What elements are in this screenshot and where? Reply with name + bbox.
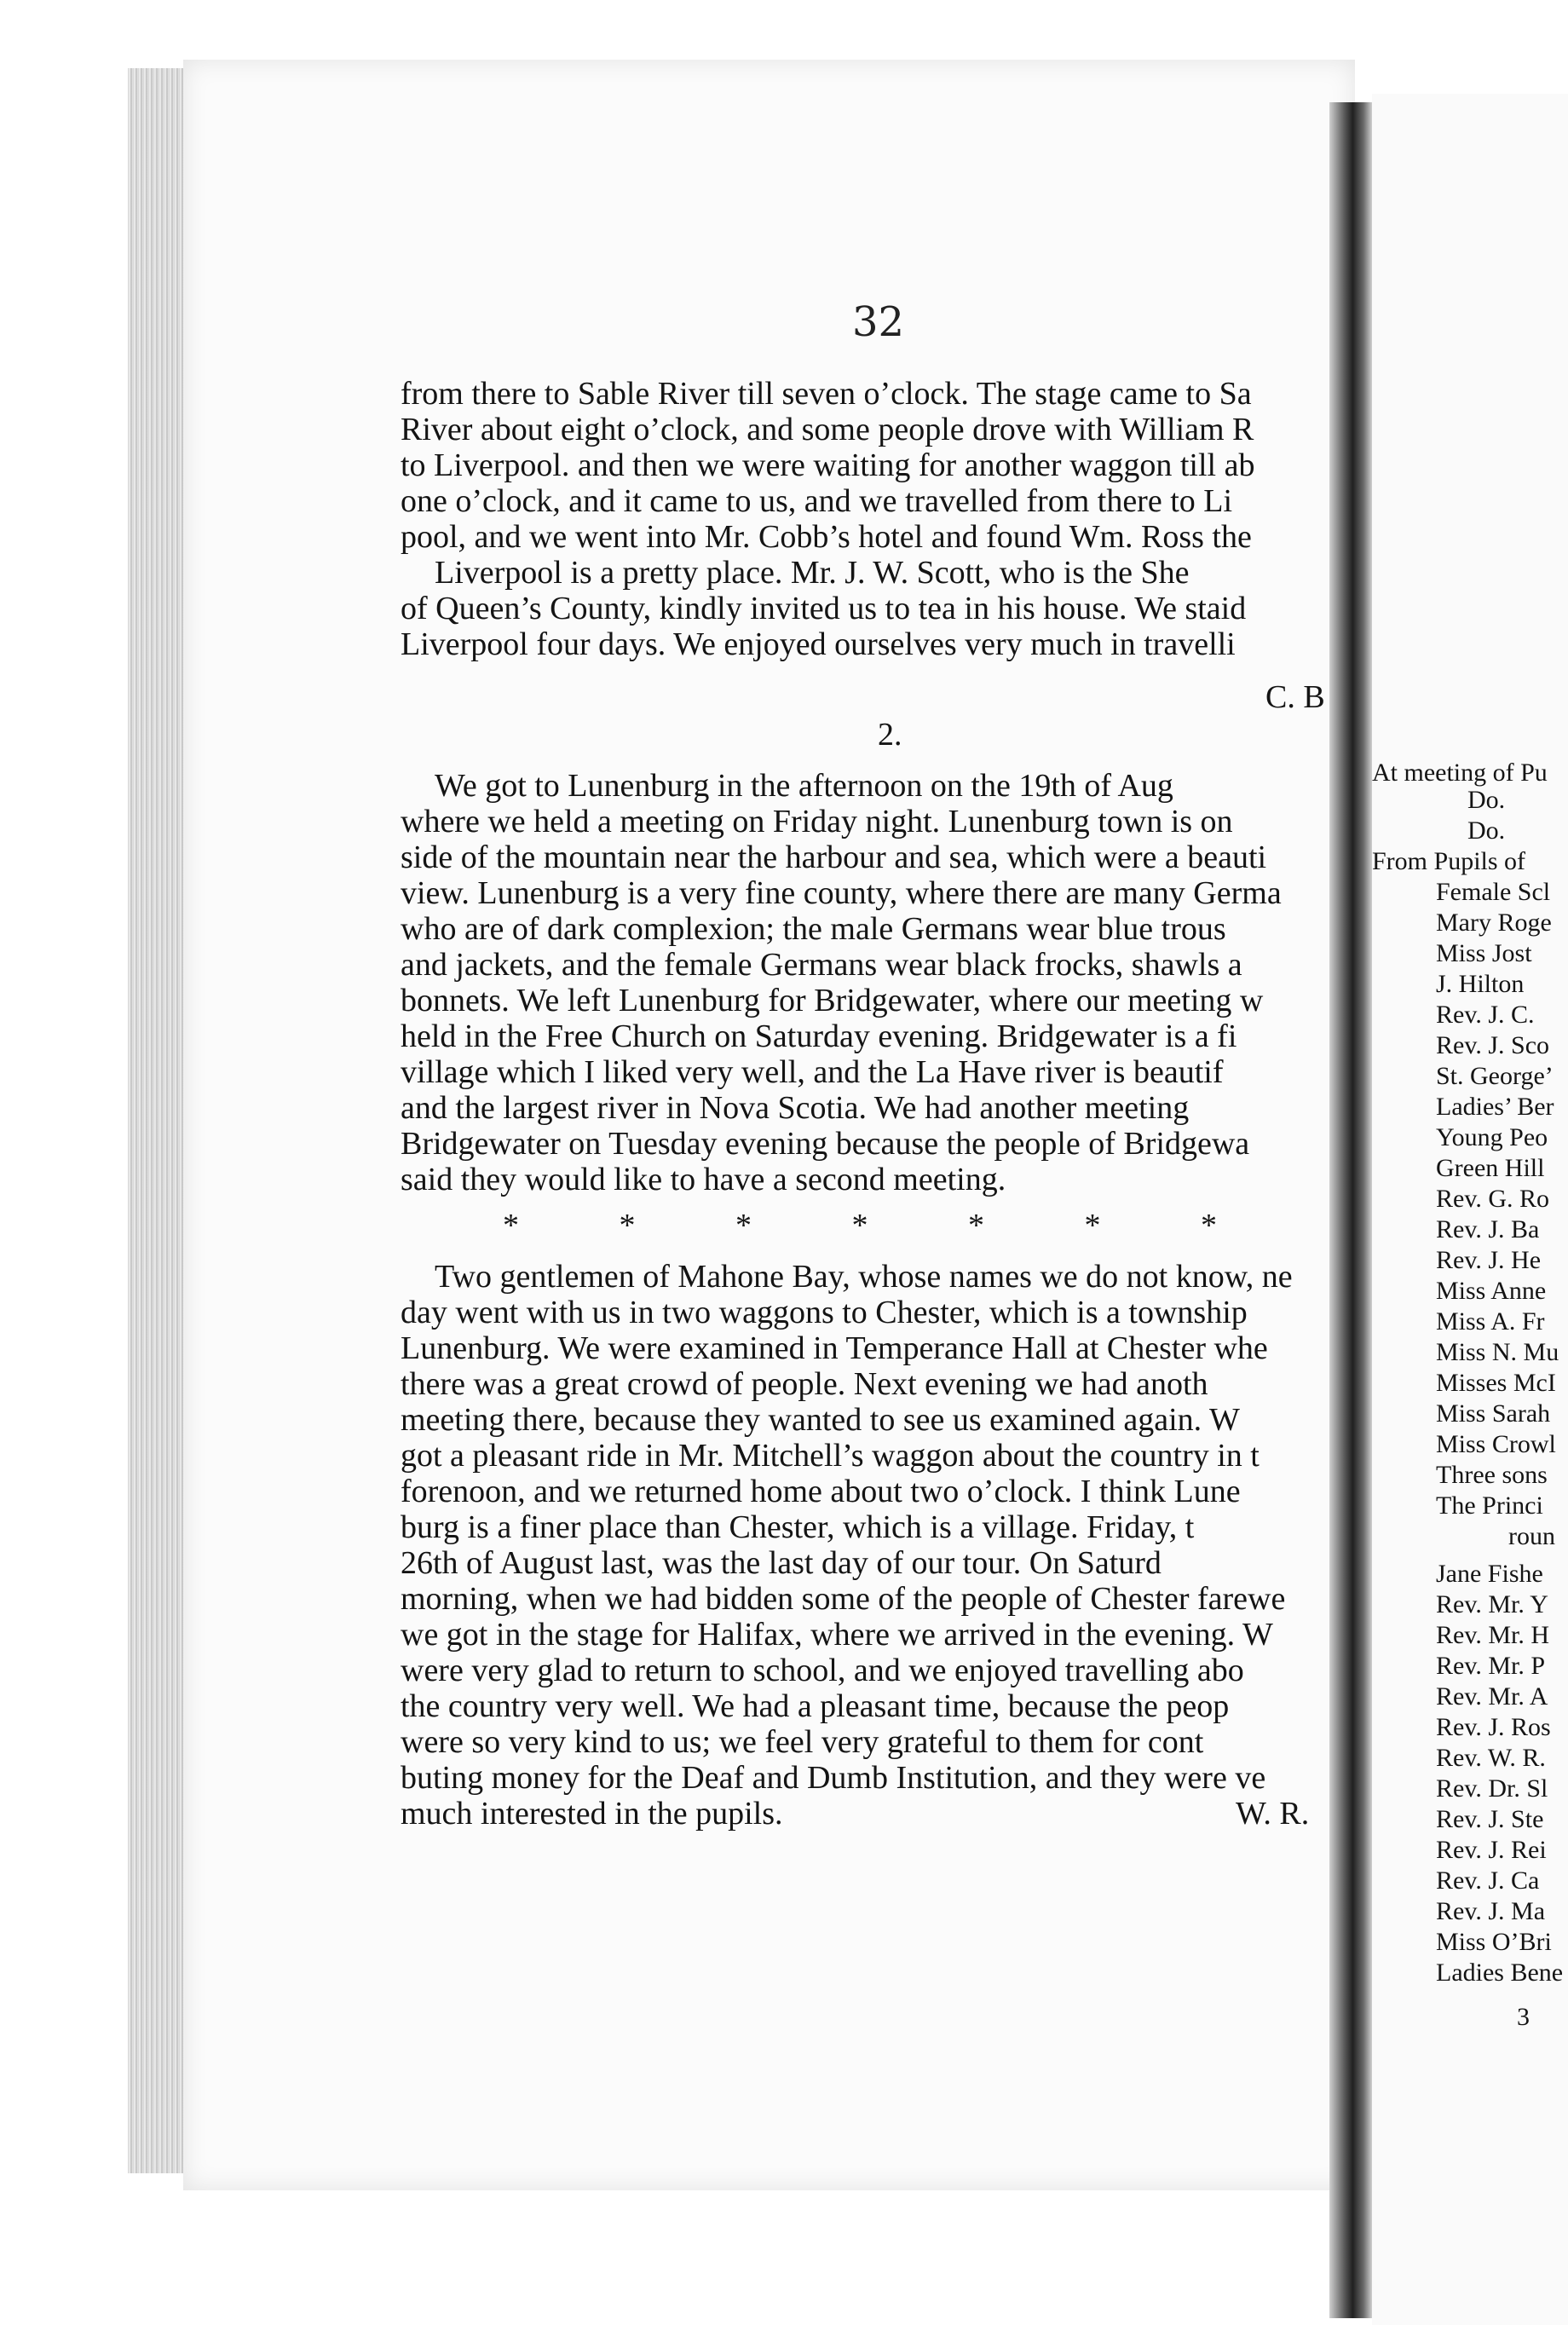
list-item: Rev. Mr. P [1436, 1652, 1546, 1680]
text-line: forenoon, and we returned home about two o’clock. I think Lune [401, 1474, 1241, 1509]
list-item: Rev. J. He [1436, 1246, 1542, 1274]
text-line: were so very kind to us; we feel very grateful to them for cont [401, 1724, 1204, 1760]
list-item: Miss A. Fr [1436, 1307, 1545, 1336]
list-item: Rev. J. Ros [1436, 1713, 1551, 1741]
text-line: to Liverpool. and then we were waiting for another waggon till ab [401, 447, 1255, 483]
list-item: Rev. J. Ca [1436, 1866, 1540, 1895]
body-text [401, 375, 1338, 2045]
text-line: River about eight o’clock, and some people drove with William R [401, 412, 1254, 447]
list-item: Rev. Dr. Sl [1436, 1774, 1548, 1803]
signature: W. R. [1236, 1796, 1310, 1832]
list-item: Miss Anne [1436, 1277, 1547, 1305]
list-item: Rev. J. Ste [1436, 1805, 1544, 1833]
list-item: Miss Sarah [1436, 1399, 1551, 1428]
text-line: and jackets, and the female Germans wear black frocks, shawls a [401, 947, 1242, 983]
text-line: Liverpool is a pretty place. Mr. J. W. Scott, who is the She [435, 555, 1190, 591]
text-line: much interested in the pupils. [401, 1796, 783, 1832]
text-line: pool, and we went into Mr. Cobb’s hotel and found Wm. Ross the [401, 519, 1252, 555]
text-line: 26th of August last, was the last day of our tour. On Saturd [401, 1545, 1162, 1581]
list-item: Ladies Bene [1436, 1959, 1564, 1987]
text-line: Two gentlemen of Mahone Bay, whose names we do not know, ne [435, 1259, 1293, 1295]
list-item: Miss Crowl [1436, 1430, 1556, 1458]
list-item: From Pupils of [1372, 847, 1526, 875]
list-item: Jane Fishe [1436, 1560, 1543, 1588]
list-item: Miss N. Mu [1436, 1338, 1559, 1366]
text-line: Bridgewater on Tuesday evening because the people of Bridgewa [401, 1126, 1250, 1162]
text-line: day went with us in two waggons to Chester, which is a township [401, 1295, 1248, 1330]
text-line: side of the mountain near the harbour and sea, which were a beauti [401, 839, 1267, 875]
text-line: and the largest river in Nova Scotia. We had another meeting [401, 1090, 1190, 1126]
list-item: Rev. Mr. Y [1436, 1590, 1548, 1618]
text-line: We got to Lunenburg in the afternoon on the 19th of Aug [435, 768, 1173, 804]
text-line: got a pleasant ride in Mr. Mitchell’s waggon about the country in t [401, 1438, 1260, 1474]
text-line: Lunenburg. We were examined in Temperance Hall at Chester whe [401, 1330, 1268, 1366]
text-line: from there to Sable River till seven o’clock. The stage came to Sa [401, 376, 1252, 412]
list-item: 3 [1517, 2003, 1530, 2031]
page-edges [128, 68, 187, 2173]
list-item: Rev. G. Ro [1436, 1185, 1550, 1213]
text-line: of Queen’s County, kindly invited us to tea in his house. We staid [401, 591, 1247, 626]
text-line: one o’clock, and it came to us, and we travelled from there to Li [401, 483, 1233, 519]
facing-page-list [1372, 94, 1568, 2325]
list-item: Miss Jost [1436, 939, 1532, 967]
list-item: St. George’ [1436, 1062, 1554, 1090]
list-item: Do. [1467, 816, 1506, 845]
list-item: Rev. Mr. H [1436, 1621, 1550, 1649]
list-item: roun [1508, 1522, 1555, 1550]
list-item: At meeting of Pu [1372, 759, 1548, 787]
list-item: Female Scl [1436, 878, 1551, 906]
text-line: morning, when we had bidden some of the people of Chester farewe [401, 1581, 1286, 1617]
page-number: 32 [852, 298, 905, 346]
facing-page [1372, 94, 1568, 2325]
list-item: Rev. J. Ma [1436, 1897, 1546, 1925]
list-item: Ladies’ Ber [1436, 1093, 1554, 1121]
list-item: Rev. W. R. [1436, 1744, 1546, 1772]
list-item: Rev. J. Sco [1436, 1031, 1550, 1059]
text-line: village which I liked very well, and the La Have river is beautif [401, 1054, 1224, 1090]
text-line: the country very well. We had a pleasant time, because the peop [401, 1688, 1230, 1724]
text-line: we got in the stage for Halifax, where we arrived in the evening. W [401, 1617, 1273, 1653]
list-item: Rev. Mr. A [1436, 1682, 1548, 1711]
list-item: Green Hill [1436, 1154, 1545, 1182]
text-line: bonnets. We left Lunenburg for Bridgewater, where our meeting w [401, 983, 1264, 1018]
text-line: said they would like to have a second meeting. [401, 1162, 1006, 1197]
text-line: view. Lunenburg is a very fine county, where there are many Germa [401, 875, 1282, 911]
text-line: buting money for the Deaf and Dumb Institution, and they were ve [401, 1760, 1266, 1796]
section-heading: 2. [878, 717, 902, 753]
list-item: Rev. J. Ba [1436, 1215, 1540, 1243]
text-line: meeting there, because they wanted to see us examined again. W [401, 1402, 1240, 1438]
signature: C. B [1265, 679, 1325, 715]
section-divider-stars: * * * * * * * [503, 1208, 1217, 1243]
list-item: Miss O’Bri [1436, 1928, 1552, 1956]
text-line: where we held a meeting on Friday night. Lunenburg town is on [401, 804, 1233, 839]
book-gutter [1329, 102, 1372, 2318]
list-item: J. Hilton [1436, 970, 1525, 998]
list-item: Misses McI [1436, 1369, 1556, 1397]
text-line: Liverpool four days. We enjoyed ourselves very much in travelli [401, 626, 1236, 662]
list-item: Do. [1467, 786, 1506, 814]
list-item: Rev. J. C. [1436, 1001, 1535, 1029]
text-line: were very glad to return to school, and we enjoyed travelling abo [401, 1653, 1244, 1688]
text-line: held in the Free Church on Saturday evening. Bridgewater is a fi [401, 1018, 1237, 1054]
text-line: there was a great crowd of people. Next evening we had anoth [401, 1366, 1208, 1402]
list-item: Mary Roge [1436, 909, 1552, 937]
list-item: The Princi [1436, 1491, 1543, 1520]
text-line: who are of dark complexion; the male Germans wear blue trous [401, 911, 1226, 947]
list-item: Rev. J. Rei [1436, 1836, 1547, 1864]
text-line: burg is a finer place than Chester, which is a village. Friday, t [401, 1509, 1195, 1545]
list-item: Young Peo [1436, 1123, 1548, 1151]
list-item: Three sons [1436, 1461, 1548, 1489]
